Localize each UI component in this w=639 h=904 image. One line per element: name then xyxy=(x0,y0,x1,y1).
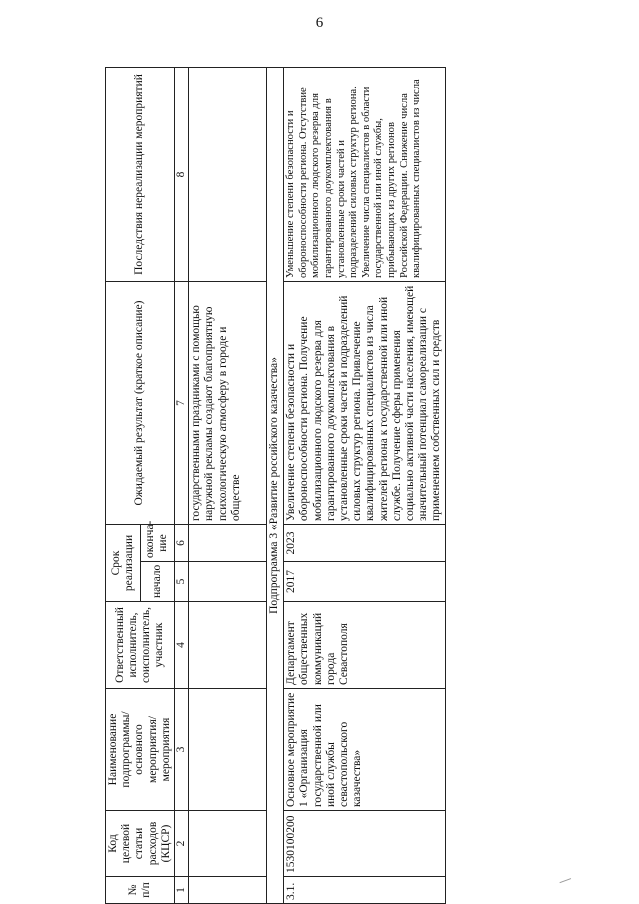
row-code: 1530100200 xyxy=(284,811,445,877)
measures-table xyxy=(105,67,446,904)
header-code: Код целевой статьи расходов (КЦСР) xyxy=(106,811,175,877)
header-term: Срок реализации xyxy=(106,525,141,602)
header-result: Ожидаемый результат (краткое описание) xyxy=(106,282,175,525)
index-cell: 5 xyxy=(175,562,189,602)
subprogram-row xyxy=(267,68,284,904)
page-number: 6 xyxy=(315,15,324,31)
row-start: 2017 xyxy=(284,562,445,602)
header-consequences: Последствия нереализации мероприятий xyxy=(106,68,175,282)
row-executor: Департамент общественных коммуникаций города Севастополя xyxy=(284,602,445,689)
header-num: № п/п xyxy=(106,877,175,904)
header-executor: Ответственный исполнитель, соисполнитель, участник xyxy=(106,602,175,689)
index-cell: 4 xyxy=(175,602,189,689)
row-result: Увеличение степени безопасности и обороноспособности региона. Получение мобилизационного людского резерва для гарантированного доукомплектования в установленные сроки частей и подразделений силовых структур региона. Привлечение квалифицированных специалистов из числа жителей региона к государственной или иной службе. Получение сферы применения социально активной части населения, имеющей значительный потенциал самореализации с применением собственных сил и средств xyxy=(284,282,445,525)
subprogram-title: Подпрограмма 3 «Развитие российского казачества» xyxy=(267,68,284,904)
header-start: начало xyxy=(140,562,175,602)
index-cell: 6 xyxy=(175,525,189,562)
index-cell: 1 xyxy=(175,877,189,904)
header-row xyxy=(106,68,141,904)
row-consequences: Уменьшение степени безопасности и обороноспособности региона. Отсутствие мобилизационного людского резерва для гарантированного доукомплектования в установленные сроки частей и подразделений силовых структур региона. Увеличение числа специалистов в области государственной или иной службы, прибывающих из других регионов Российской Федерации. Снижение числа квалифицированных специалистов из числа xyxy=(284,68,445,282)
index-cell: 8 xyxy=(175,68,189,282)
index-cell: 2 xyxy=(175,811,189,877)
header-end: оконча-ние xyxy=(140,525,175,562)
row-end: 2023 xyxy=(284,525,445,562)
header-name: Наименование подпрограммы/ основного мероприятия/ мероприятия xyxy=(106,689,175,811)
index-cell: 7 xyxy=(175,282,189,525)
rotated-table-container xyxy=(105,68,590,904)
index-row xyxy=(175,68,189,904)
table-row xyxy=(284,68,445,904)
continuation-result: государственными праздниками с помощью наружной рекламы создают благоприятную психологическую атмосферу в городе и обществе xyxy=(189,282,267,525)
row-num: 3.1. xyxy=(284,877,445,904)
continuation-row xyxy=(189,68,267,904)
row-name: Основное мероприятие 1 «Организация государственной или иной службы севастопольского казачества» xyxy=(284,689,445,811)
index-cell: 3 xyxy=(175,689,189,811)
